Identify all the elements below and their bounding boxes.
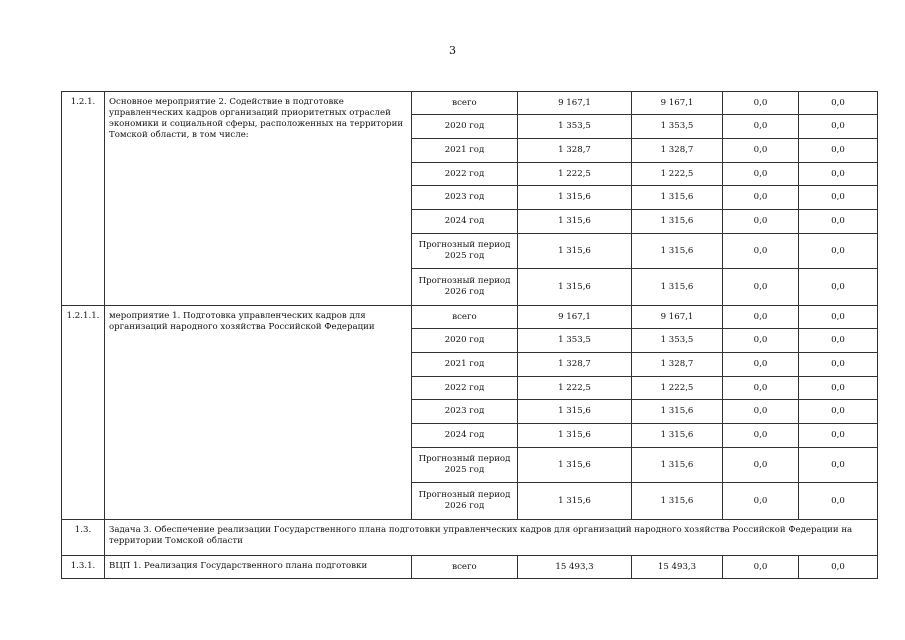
total-cell: 1 315,6 xyxy=(518,400,632,424)
local-cell: 0,0 xyxy=(799,210,878,234)
total-cell: 1 353,5 xyxy=(518,115,632,139)
period-cell: Прогнозный период 2025 год xyxy=(412,448,518,483)
total-cell: 15 493,3 xyxy=(518,556,632,579)
regional-cell: 0,0 xyxy=(723,234,799,269)
period-cell: всего xyxy=(412,556,518,579)
period-cell: 2022 год xyxy=(412,163,518,186)
federal-cell: 1 315,6 xyxy=(632,448,723,483)
regional-cell: 0,0 xyxy=(723,424,799,448)
item-number: 1.2.1. xyxy=(62,92,105,306)
regional-cell: 0,0 xyxy=(723,92,799,115)
period-cell: 2024 год xyxy=(412,210,518,234)
item-name: ВЦП 1. Реализация Государственного плана подготовки xyxy=(105,556,412,579)
total-cell: 1 353,5 xyxy=(518,329,632,353)
federal-cell: 1 315,6 xyxy=(632,210,723,234)
local-cell: 0,0 xyxy=(799,377,878,400)
regional-cell: 0,0 xyxy=(723,139,799,163)
federal-cell: 1 315,6 xyxy=(632,186,723,210)
regional-cell: 0,0 xyxy=(723,483,799,520)
total-cell: 1 315,6 xyxy=(518,234,632,269)
period-cell: 2024 год xyxy=(412,424,518,448)
local-cell: 0,0 xyxy=(799,400,878,424)
federal-cell: 1 315,6 xyxy=(632,269,723,306)
table-row xyxy=(62,306,878,329)
local-cell: 0,0 xyxy=(799,424,878,448)
funding-table xyxy=(61,91,878,579)
local-cell: 0,0 xyxy=(799,448,878,483)
item-number: 1.3.1. xyxy=(62,556,105,579)
total-cell: 1 222,5 xyxy=(518,163,632,186)
page-number: 3 xyxy=(449,44,456,57)
regional-cell: 0,0 xyxy=(723,306,799,329)
federal-cell: 1 353,5 xyxy=(632,329,723,353)
regional-cell: 0,0 xyxy=(723,448,799,483)
federal-cell: 9 167,1 xyxy=(632,92,723,115)
period-cell: 2021 год xyxy=(412,139,518,163)
local-cell: 0,0 xyxy=(799,556,878,579)
total-cell: 1 328,7 xyxy=(518,353,632,377)
period-cell: 2022 год xyxy=(412,377,518,400)
task-number: 1.3. xyxy=(62,520,105,556)
federal-cell: 1 315,6 xyxy=(632,424,723,448)
local-cell: 0,0 xyxy=(799,329,878,353)
regional-cell: 0,0 xyxy=(723,269,799,306)
federal-cell: 15 493,3 xyxy=(632,556,723,579)
federal-cell: 1 353,5 xyxy=(632,115,723,139)
total-cell: 1 222,5 xyxy=(518,377,632,400)
period-cell: 2023 год xyxy=(412,186,518,210)
regional-cell: 0,0 xyxy=(723,210,799,234)
regional-cell: 0,0 xyxy=(723,329,799,353)
task-row xyxy=(62,520,878,556)
total-cell: 1 315,6 xyxy=(518,269,632,306)
item-name: мероприятие 1. Подготовка управленческих кадров для организаций народного хозяйства Российской Федерации xyxy=(105,306,412,520)
local-cell: 0,0 xyxy=(799,353,878,377)
total-cell: 1 315,6 xyxy=(518,483,632,520)
total-cell: 9 167,1 xyxy=(518,92,632,115)
local-cell: 0,0 xyxy=(799,139,878,163)
period-cell: 2020 год xyxy=(412,329,518,353)
federal-cell: 1 315,6 xyxy=(632,483,723,520)
total-cell: 1 328,7 xyxy=(518,139,632,163)
total-cell: 1 315,6 xyxy=(518,186,632,210)
regional-cell: 0,0 xyxy=(723,556,799,579)
local-cell: 0,0 xyxy=(799,186,878,210)
period-cell: Прогнозный период 2025 год xyxy=(412,234,518,269)
table-row xyxy=(62,556,878,579)
regional-cell: 0,0 xyxy=(723,377,799,400)
regional-cell: 0,0 xyxy=(723,186,799,210)
table-row xyxy=(62,92,878,115)
federal-cell: 1 222,5 xyxy=(632,163,723,186)
total-cell: 9 167,1 xyxy=(518,306,632,329)
total-cell: 1 315,6 xyxy=(518,448,632,483)
period-cell: 2020 год xyxy=(412,115,518,139)
local-cell: 0,0 xyxy=(799,269,878,306)
federal-cell: 1 315,6 xyxy=(632,234,723,269)
item-number: 1.2.1.1. xyxy=(62,306,105,520)
federal-cell: 9 167,1 xyxy=(632,306,723,329)
local-cell: 0,0 xyxy=(799,92,878,115)
local-cell: 0,0 xyxy=(799,306,878,329)
federal-cell: 1 328,7 xyxy=(632,353,723,377)
local-cell: 0,0 xyxy=(799,115,878,139)
period-cell: Прогнозный период 2026 год xyxy=(412,269,518,306)
period-cell: 2021 год xyxy=(412,353,518,377)
local-cell: 0,0 xyxy=(799,483,878,520)
regional-cell: 0,0 xyxy=(723,115,799,139)
period-cell: всего xyxy=(412,92,518,115)
total-cell: 1 315,6 xyxy=(518,210,632,234)
regional-cell: 0,0 xyxy=(723,353,799,377)
period-cell: Прогнозный период 2026 год xyxy=(412,483,518,520)
total-cell: 1 315,6 xyxy=(518,424,632,448)
federal-cell: 1 222,5 xyxy=(632,377,723,400)
local-cell: 0,0 xyxy=(799,234,878,269)
item-name: Основное мероприятие 2. Содействие в подготовке управленческих кадров организаций приоритетных отраслей экономики и социальной сферы, расположенных на территории Томской области, в том числе: xyxy=(105,92,412,306)
federal-cell: 1 315,6 xyxy=(632,400,723,424)
regional-cell: 0,0 xyxy=(723,400,799,424)
regional-cell: 0,0 xyxy=(723,163,799,186)
federal-cell: 1 328,7 xyxy=(632,139,723,163)
local-cell: 0,0 xyxy=(799,163,878,186)
task-text: Задача 3. Обеспечение реализации Государственного плана подготовки управленческих кадров для организаций народного хозяйства Российской Федерации на территории Томской области xyxy=(105,520,878,556)
period-cell: всего xyxy=(412,306,518,329)
period-cell: 2023 год xyxy=(412,400,518,424)
